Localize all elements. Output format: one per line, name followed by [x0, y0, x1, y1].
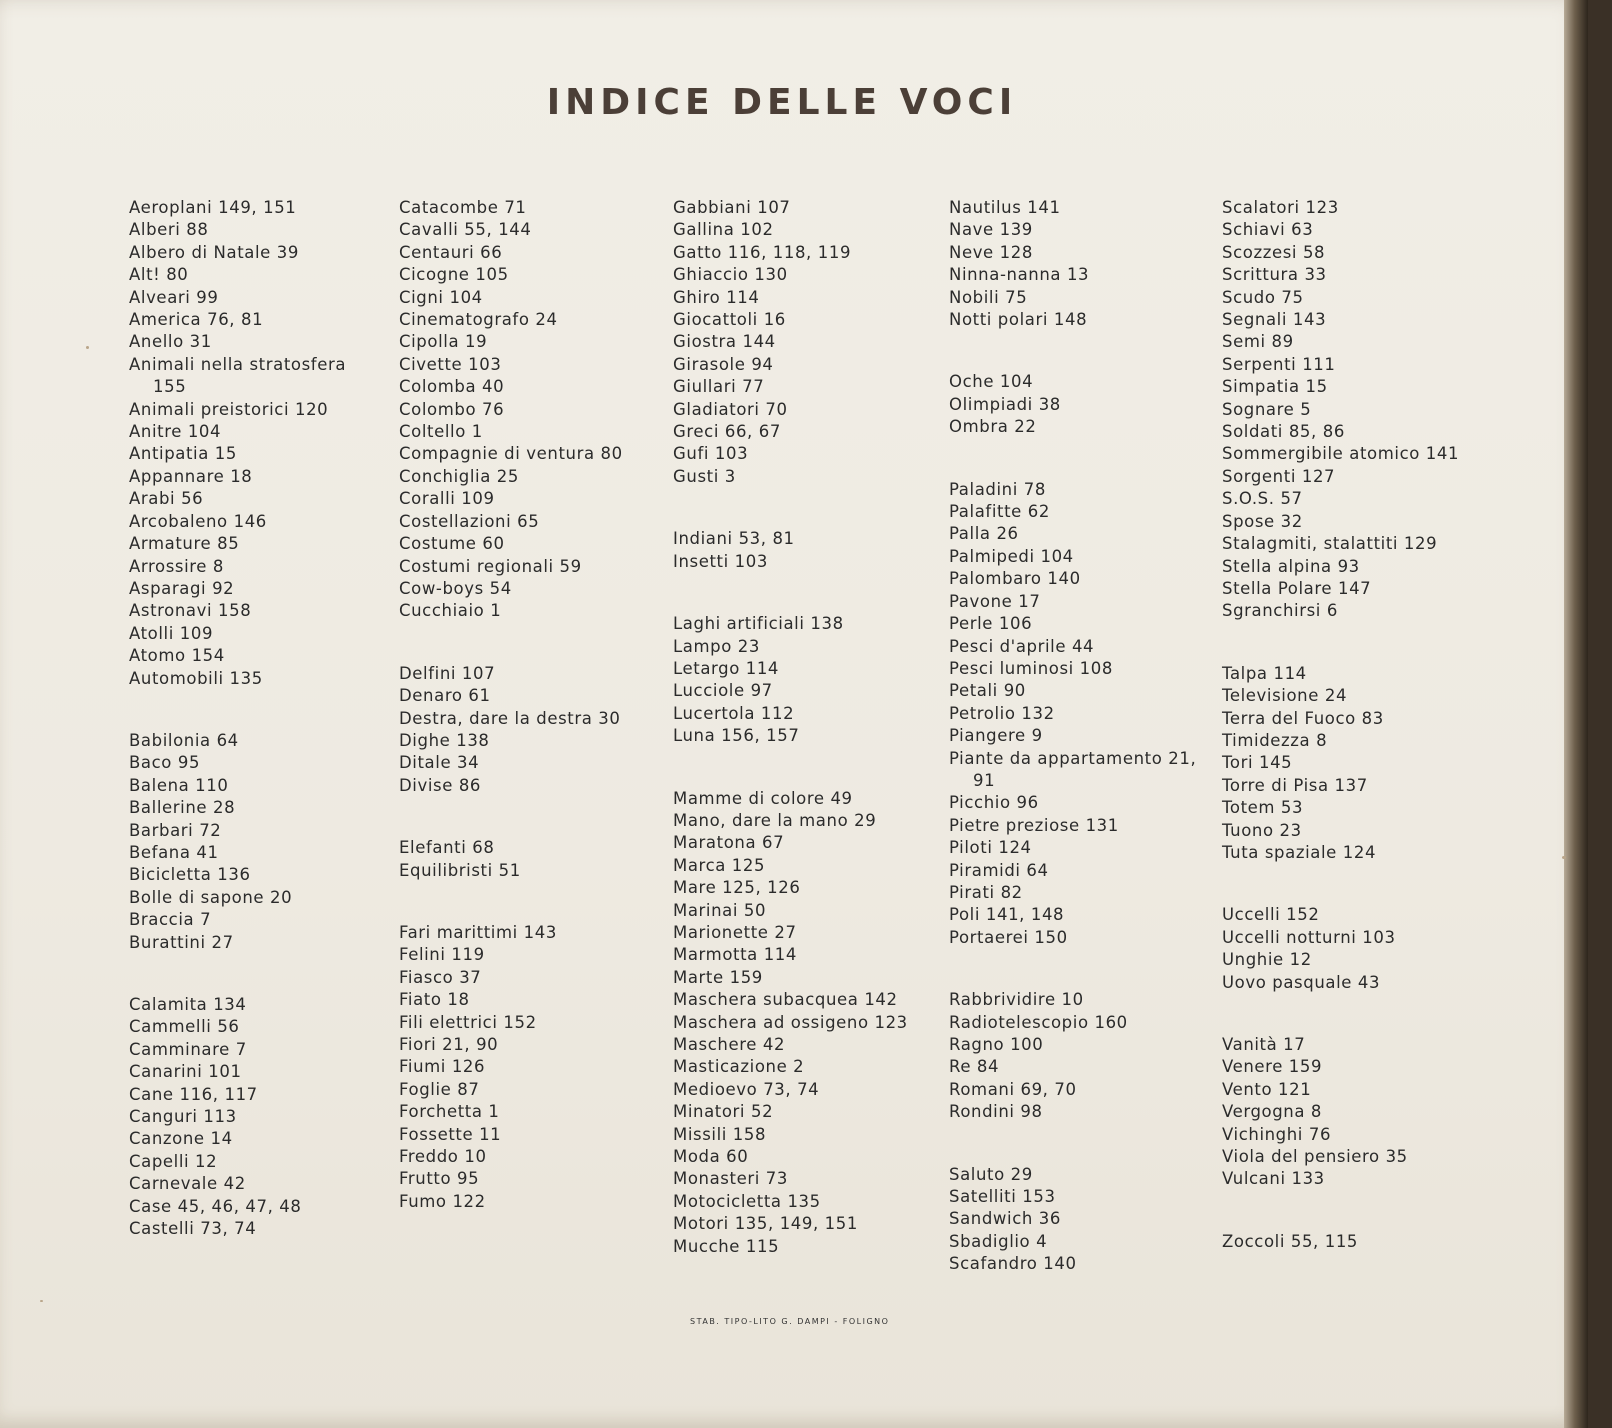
index-entry: Masticazione 2	[673, 1057, 805, 1077]
index-entry: Marca 125	[673, 855, 766, 875]
index-entry: Atomo 154	[129, 646, 225, 666]
index-entry: Satelliti 153	[949, 1187, 1056, 1207]
index-entry: Radiotelescopio 160	[949, 1012, 1128, 1032]
index-letter-group	[949, 989, 1249, 1123]
index-entry: Cammelli 56	[129, 1017, 240, 1037]
index-entry: Mucche 115	[673, 1236, 780, 1256]
index-column-3	[673, 197, 973, 1298]
index-column-2	[399, 197, 699, 1253]
index-entry: Dighe 138	[399, 730, 490, 750]
index-entry: Fiumi 126	[399, 1057, 486, 1077]
index-entry: Costume 60	[399, 534, 505, 554]
index-entry: Petali 90	[949, 681, 1026, 701]
index-entry: Equilibristi 51	[399, 860, 521, 880]
index-entry: Segnali 143	[1222, 310, 1327, 330]
index-entry: Re 84	[949, 1057, 1000, 1077]
index-column-5	[1222, 197, 1522, 1293]
index-entry: Palla 26	[949, 524, 1019, 544]
index-entry: Felini 119	[399, 945, 485, 965]
index-entry: Cinematografo 24	[399, 310, 558, 330]
index-entry: Catacombe 71	[399, 198, 527, 217]
index-entry: Maschere 42	[673, 1035, 786, 1054]
index-entry: Alt! 80	[129, 265, 189, 285]
index-entry: Appannare 18	[129, 466, 253, 486]
index-entry: Carnevale 42	[129, 1174, 246, 1194]
index-entry: Vanità 17	[1222, 1035, 1306, 1054]
index-entry: Notti polari 148	[949, 310, 1088, 330]
index-entry: Atolli 109	[129, 623, 214, 643]
index-entry: Uccelli 152	[1222, 905, 1320, 925]
index-entry: Vergogna 8	[1222, 1102, 1323, 1122]
index-entry: Medioevo 73, 74	[673, 1079, 820, 1099]
index-letter-group	[949, 371, 1249, 438]
paper-speck	[86, 346, 89, 349]
index-entry: Venere 159	[1222, 1057, 1323, 1077]
index-entry: Bolle di sapone 20	[129, 887, 293, 907]
index-entry: Antipatia 15	[129, 444, 237, 464]
index-letter-group	[949, 479, 1249, 950]
index-entry: Sommergibile atomico 141	[1222, 444, 1460, 464]
index-entry: Centauri 66	[399, 242, 503, 262]
index-entry: Vento 121	[1222, 1079, 1312, 1099]
index-entry: Pietre preziose 131	[949, 815, 1119, 835]
index-entry: Uovo pasquale 43	[1222, 972, 1381, 992]
index-entry: Cigni 104	[399, 287, 483, 307]
index-letter-group	[1222, 197, 1522, 623]
index-entry: Portaerei 150	[949, 927, 1068, 947]
index-entry: Rondini 98	[949, 1102, 1043, 1122]
index-entry: Serpenti 111	[1222, 354, 1336, 374]
index-entry: Braccia 7	[129, 910, 212, 930]
index-entry: Costellazioni 65	[399, 511, 540, 531]
index-entry: Alveari 99	[129, 287, 219, 307]
index-entry: Letargo 114	[673, 658, 780, 678]
index-entry: Coltello 1	[399, 422, 483, 442]
index-entry: Aeroplani 149, 151	[129, 198, 297, 217]
index-entry: Case 45, 46, 47, 48	[129, 1196, 302, 1216]
index-entry: Gabbiani 107	[673, 198, 791, 217]
index-entry: Scalatori 123	[1222, 198, 1339, 217]
index-entry: Nautilus 141	[949, 198, 1061, 217]
index-letter-group	[129, 994, 429, 1240]
index-entry: Lampo 23	[673, 636, 760, 656]
index-entry: Uccelli notturni 103	[1222, 927, 1396, 947]
index-entry: Ombra 22	[949, 417, 1037, 437]
index-letter-group	[399, 197, 699, 623]
index-entry: Piante da appartamento 21,	[949, 748, 1197, 768]
index-entry: Arabi 56	[129, 489, 204, 509]
index-entry: Ninna-nanna 13	[949, 265, 1090, 285]
index-letter-group	[949, 197, 1249, 331]
index-entry: S.O.S. 57	[1222, 489, 1303, 509]
index-entry: 91	[973, 770, 996, 790]
index-entry: Stella Polare 147	[1222, 578, 1372, 598]
index-entry: Giostra 144	[673, 332, 776, 352]
index-entry: Rabbrividire 10	[949, 990, 1084, 1010]
index-entry: Arrossire 8	[129, 556, 224, 576]
index-entry: Asparagi 92	[129, 578, 235, 598]
index-entry: Ballerine 28	[129, 798, 236, 818]
index-entry: Scozzesi 58	[1222, 242, 1326, 262]
index-entry: Petrolio 132	[949, 703, 1055, 723]
index-entry: Bicicletta 136	[129, 865, 251, 885]
index-entry: Motocicletta 135	[673, 1191, 821, 1211]
index-letter-group	[129, 730, 429, 954]
index-entry: Coralli 109	[399, 489, 495, 509]
index-entry: Soldati 85, 86	[1222, 422, 1345, 442]
index-entry: Canarini 101	[129, 1062, 242, 1082]
index-entry: Indiani 53, 81	[673, 529, 795, 549]
index-letter-group	[673, 788, 973, 1259]
index-entry: Scudo 75	[1222, 287, 1304, 307]
index-entry: Nobili 75	[949, 287, 1028, 307]
index-entry: Compagnie di ventura 80	[399, 444, 623, 464]
index-entry: Motori 135, 149, 151	[673, 1214, 858, 1234]
index-entry: Forchetta 1	[399, 1102, 500, 1122]
index-entry: Colombo 76	[399, 399, 505, 419]
paper-speck	[40, 1300, 43, 1302]
index-entry: Missili 158	[673, 1124, 767, 1144]
index-letter-group	[1222, 1231, 1522, 1253]
index-entry: Torre di Pisa 137	[1222, 775, 1368, 795]
index-entry: Albero di Natale 39	[129, 242, 299, 262]
index-entry: Viola del pensiero 35	[1222, 1147, 1408, 1167]
index-entry: Sbadiglio 4	[949, 1231, 1048, 1251]
index-entry: Gusti 3	[673, 466, 736, 486]
index-entry: Maschera subacquea 142	[673, 990, 898, 1010]
index-entry: Pavone 17	[949, 591, 1041, 611]
index-entry: Delfini 107	[399, 663, 496, 683]
index-entry: Neve 128	[949, 242, 1033, 262]
index-entry: Sorgenti 127	[1222, 466, 1336, 486]
index-letter-group	[1222, 663, 1522, 865]
index-entry: Totem 53	[1222, 798, 1304, 818]
index-entry: Marte 159	[673, 967, 763, 987]
index-entry: Cow-boys 54	[399, 578, 512, 598]
index-entry: Palmipedi 104	[949, 546, 1074, 566]
index-entry: Balena 110	[129, 775, 229, 795]
index-entry: Girasole 94	[673, 354, 774, 374]
index-entry: Palafitte 62	[949, 502, 1050, 522]
index-entry: Conchiglia 25	[399, 466, 519, 486]
index-entry: Talpa 114	[1222, 663, 1307, 683]
index-entry: Luna 156, 157	[673, 726, 800, 746]
index-entry: Stella alpina 93	[1222, 556, 1360, 576]
index-entry: Foglie 87	[399, 1079, 480, 1099]
index-entry: Civette 103	[399, 354, 502, 374]
index-entry: Pesci d'aprile 44	[949, 636, 1095, 656]
index-entry: Automobili 135	[129, 668, 263, 688]
index-letter-group	[399, 837, 699, 882]
index-entry: Piloti 124	[949, 838, 1032, 858]
index-entry: Babilonia 64	[129, 730, 239, 750]
index-entry: Lucertola 112	[673, 703, 795, 723]
index-entry: Minatori 52	[673, 1102, 774, 1122]
index-entry: Barbari 72	[129, 820, 222, 840]
index-entry: Capelli 12	[129, 1151, 218, 1171]
index-entry: Pirati 82	[949, 882, 1023, 902]
index-entry: Canguri 113	[129, 1107, 237, 1127]
index-entry: Oche 104	[949, 372, 1034, 392]
index-entry: Simpatia 15	[1222, 377, 1328, 397]
index-entry: Cucchiaio 1	[399, 601, 502, 621]
index-entry: Mare 125, 126	[673, 878, 801, 898]
index-entry: Unghie 12	[1222, 950, 1312, 970]
index-entry: Maratona 67	[673, 833, 785, 853]
index-letter-group	[1222, 904, 1522, 994]
index-entry: Marionette 27	[673, 922, 797, 942]
index-entry: Fiasco 37	[399, 967, 482, 987]
index-entry: Vichinghi 76	[1222, 1124, 1332, 1144]
index-entry: Marinai 50	[673, 900, 767, 920]
index-entry: Picchio 96	[949, 793, 1039, 813]
index-column-1	[129, 197, 429, 1280]
index-entry: Gladiatori 70	[673, 399, 788, 419]
index-entry: Lucciole 97	[673, 681, 773, 701]
index-entry: Greci 66, 67	[673, 422, 781, 442]
index-entry: Poli 141, 148	[949, 905, 1065, 925]
printer-imprint: STAB. TIPO-LITO G. DAMPI - FOLIGNO	[690, 1317, 890, 1326]
index-entry: Denaro 61	[399, 686, 491, 706]
index-entry: Schiavi 63	[1222, 220, 1314, 240]
index-entry: Mano, dare la mano 29	[673, 810, 877, 830]
index-entry: Anello 31	[129, 332, 212, 352]
index-entry: America 76, 81	[129, 310, 264, 330]
index-entry: Giullari 77	[673, 377, 765, 397]
index-entry: Laghi artificiali 138	[673, 614, 844, 634]
page-title: INDICE DELLE VOCI	[546, 82, 1018, 123]
index-entry: Cicogne 105	[399, 265, 509, 285]
index-entry: Anitre 104	[129, 422, 222, 442]
index-entry: Mamme di colore 49	[673, 788, 853, 808]
index-entry: Castelli 73, 74	[129, 1219, 257, 1239]
index-entry: Gufi 103	[673, 444, 749, 464]
index-letter-group	[399, 663, 699, 797]
index-entry: Fari marittimi 143	[399, 922, 557, 942]
index-letter-group	[673, 197, 973, 488]
index-entry: Divise 86	[399, 775, 482, 795]
index-letter-group	[1222, 1034, 1522, 1191]
index-letter-group	[949, 1164, 1249, 1276]
index-entry: Ghiaccio 130	[673, 265, 788, 285]
index-entry: Ghiro 114	[673, 287, 760, 307]
index-entry: Tuta spaziale 124	[1222, 842, 1377, 862]
index-letter-group	[399, 922, 699, 1213]
index-entry: Alberi 88	[129, 220, 209, 240]
paper-speck	[1562, 856, 1566, 859]
index-entry: Camminare 7	[129, 1039, 247, 1059]
index-entry: Fili elettrici 152	[399, 1012, 537, 1032]
index-entry: Sgranchirsi 6	[1222, 601, 1338, 621]
index-entry: Fiori 21, 90	[399, 1035, 499, 1054]
index-entry: Perle 106	[949, 614, 1033, 634]
index-entry: Monasteri 73	[673, 1169, 788, 1189]
index-letter-group	[673, 528, 973, 573]
index-entry: Canzone 14	[129, 1129, 233, 1149]
index-entry: Spose 32	[1222, 511, 1303, 531]
index-entry: Marmotta 114	[673, 945, 797, 965]
index-entry: Nave 139	[949, 220, 1033, 240]
index-entry: Palombaro 140	[949, 569, 1081, 589]
index-entry: Fossette 11	[399, 1124, 502, 1144]
index-entry: Insetti 103	[673, 551, 768, 571]
index-entry: Tori 145	[1222, 753, 1293, 773]
index-entry: Sognare 5	[1222, 399, 1312, 419]
index-entry: Maschera ad ossigeno 123	[673, 1012, 908, 1032]
page-edge	[1564, 0, 1588, 1428]
index-entry: Timidezza 8	[1222, 730, 1328, 750]
index-entry: Astronavi 158	[129, 601, 252, 621]
index-entry: Giocattoli 16	[673, 310, 786, 330]
index-entry: Piangere 9	[949, 726, 1043, 746]
index-entry: Zoccoli 55, 115	[1222, 1231, 1359, 1251]
index-entry: Pesci luminosi 108	[949, 658, 1113, 678]
index-entry: Burattini 27	[129, 932, 234, 952]
index-entry: Calamita 134	[129, 995, 247, 1014]
index-letter-group	[129, 197, 429, 690]
index-entry: Animali preistorici 120	[129, 399, 329, 419]
index-entry: Scafandro 140	[949, 1254, 1077, 1274]
index-entry: Destra, dare la destra 30	[399, 708, 621, 728]
index-entry: Armature 85	[129, 534, 240, 554]
index-entry: Moda 60	[673, 1147, 749, 1167]
index-entry: Semi 89	[1222, 332, 1294, 352]
index-entry: Fiato 18	[399, 990, 470, 1010]
index-entry: Baco 95	[129, 753, 201, 773]
index-entry: Tuono 23	[1222, 820, 1302, 840]
index-column-4	[949, 197, 1249, 1316]
index-entry: Saluto 29	[949, 1164, 1033, 1184]
index-entry: Gallina 102	[673, 220, 774, 240]
index-entry: Stalagmiti, stalattiti 129	[1222, 534, 1438, 554]
index-entry: Ragno 100	[949, 1035, 1044, 1054]
index-entry: Arcobaleno 146	[129, 511, 267, 531]
index-entry: Cavalli 55, 144	[399, 220, 532, 240]
index-entry: Animali nella stratosfera	[129, 354, 347, 374]
index-entry: Piramidi 64	[949, 860, 1049, 880]
index-entry: 155	[153, 377, 187, 397]
index-entry: Frutto 95	[399, 1169, 480, 1189]
index-letter-group	[673, 613, 973, 747]
index-entry: Terra del Fuoco 83	[1222, 708, 1384, 728]
index-entry: Televisione 24	[1222, 686, 1348, 706]
index-entry: Olimpiadi 38	[949, 394, 1061, 414]
index-entry: Scrittura 33	[1222, 265, 1327, 285]
index-entry: Elefanti 68	[399, 838, 495, 858]
index-entry: Cane 116, 117	[129, 1084, 258, 1104]
index-entry: Befana 41	[129, 842, 219, 862]
index-entry: Sandwich 36	[949, 1209, 1061, 1229]
index-entry: Gatto 116, 118, 119	[673, 242, 852, 262]
index-entry: Ditale 34	[399, 753, 480, 773]
index-entry: Paladini 78	[949, 479, 1046, 499]
index-entry: Romani 69, 70	[949, 1079, 1077, 1099]
index-entry: Freddo 10	[399, 1147, 487, 1167]
index-entry: Fumo 122	[399, 1191, 486, 1211]
index-entry: Costumi regionali 59	[399, 556, 582, 576]
index-entry: Vulcani 133	[1222, 1169, 1325, 1189]
index-entry: Colomba 40	[399, 377, 505, 397]
index-entry: Cipolla 19	[399, 332, 488, 352]
